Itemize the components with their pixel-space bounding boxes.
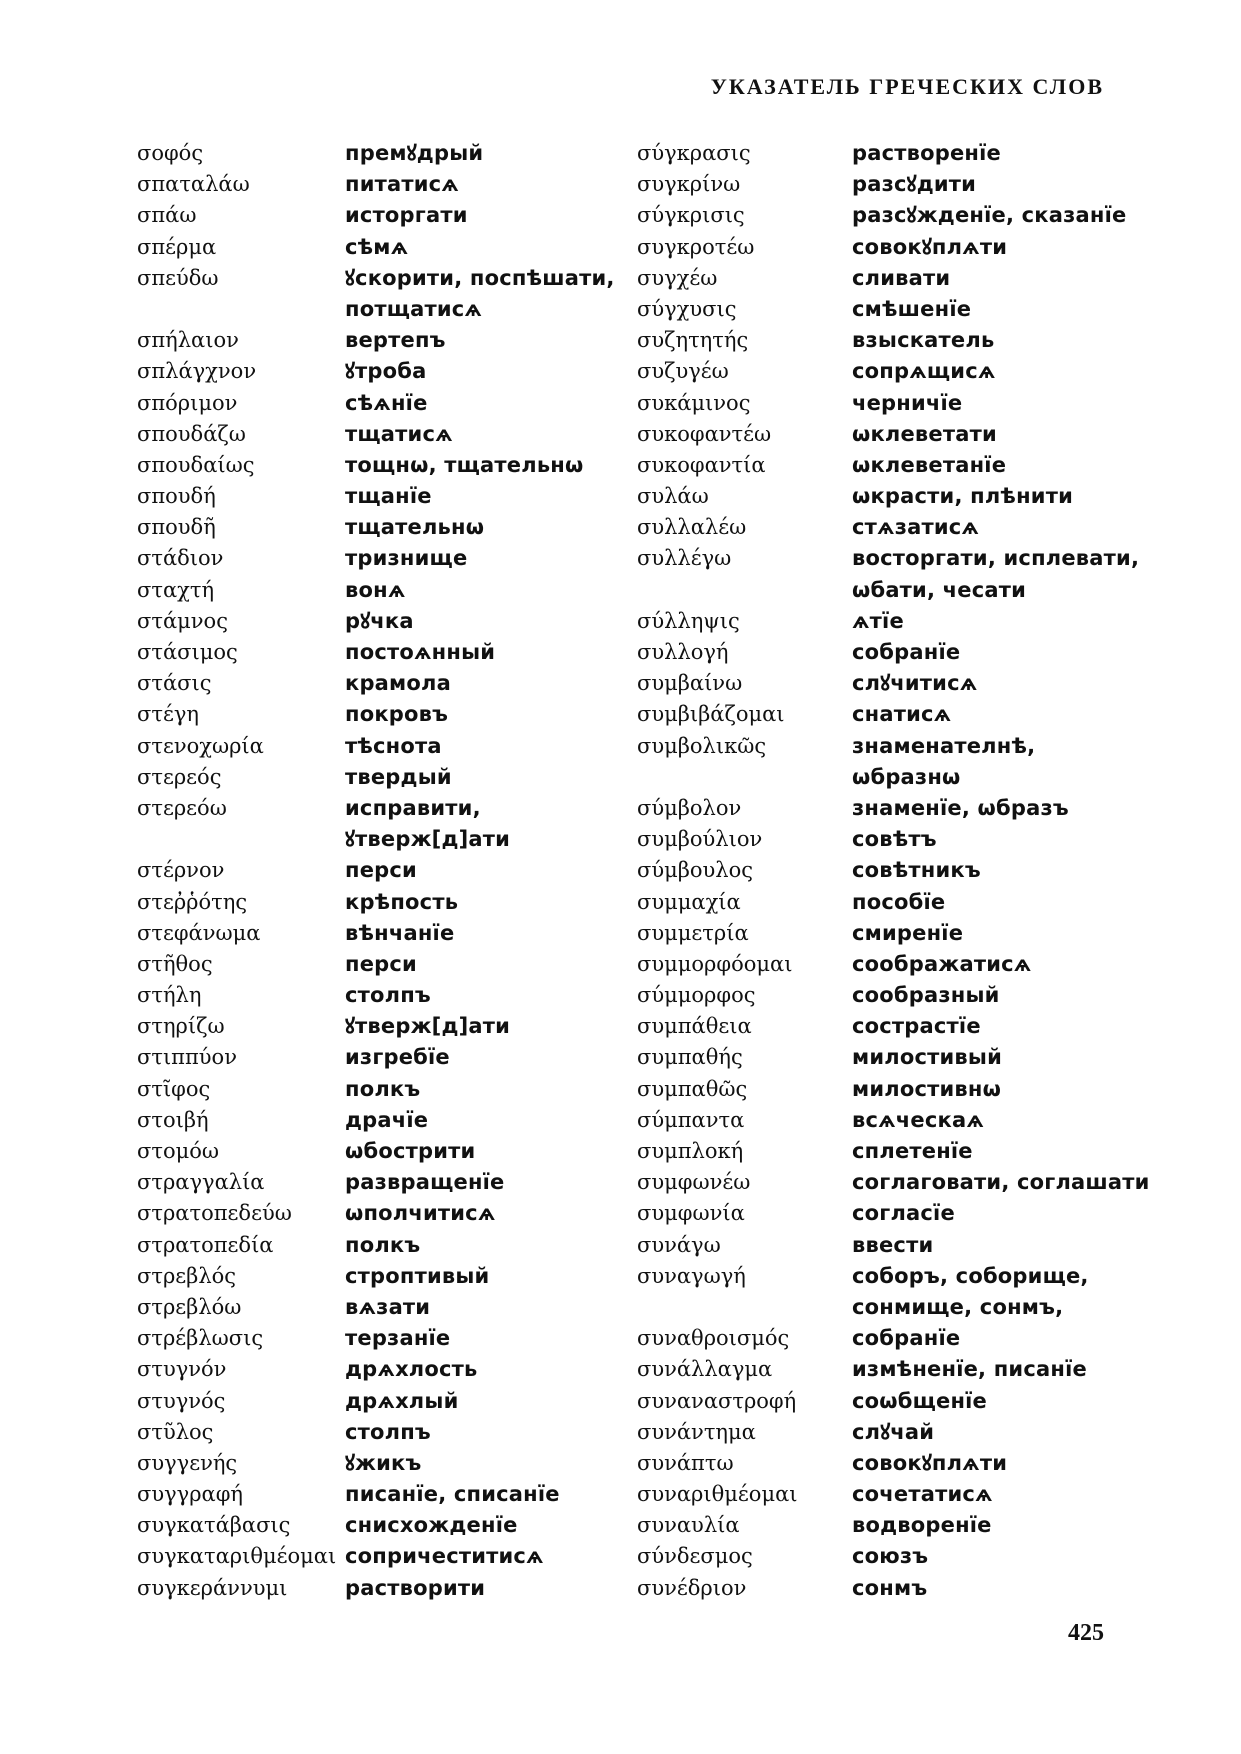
- greek-headword: συλλογή: [637, 640, 729, 664]
- greek-headword: στῦλος: [137, 1419, 214, 1444]
- slavonic-equivalent: терзанїе: [345, 1326, 451, 1351]
- greek-headword: στρατοπεδεύω: [137, 1201, 292, 1226]
- greek-headword: συκάμινος: [637, 390, 751, 415]
- greek-headword: σοφός: [137, 141, 204, 165]
- slavonic-equivalent: строптивый: [345, 1263, 490, 1288]
- greek-headword: συμβαίνω: [637, 671, 743, 696]
- greek-headword: στήλη: [137, 983, 202, 1008]
- slavonic-equivalent: разсꙋдити: [852, 172, 977, 197]
- slavonic-equivalent: полкъ: [345, 1232, 421, 1257]
- greek-headword: στοιβή: [137, 1107, 209, 1132]
- slavonic-equivalent: ѡбати, чесати: [852, 577, 1027, 602]
- greek-headword: συμπάθεια: [637, 1014, 752, 1039]
- greek-headword: [637, 1292, 837, 1323]
- slavonic-equivalent: водворенїе: [852, 1513, 992, 1538]
- slavonic-equivalent: крѣпость: [345, 889, 459, 914]
- slavonic-equivalent: ꙋскорити, поспѣшати,: [345, 265, 615, 290]
- greek-headword: συμβούλιον: [637, 827, 763, 852]
- slavonic-equivalent: исправити,: [345, 795, 481, 820]
- slavonic-equivalent: перси: [345, 858, 417, 883]
- greek-headword: σπουδάζω: [137, 421, 246, 446]
- slavonic-equivalent: смѣшенїе: [852, 296, 972, 321]
- slavonic-equivalent: ꙋтверж[д]ати: [345, 827, 511, 852]
- slavonic-equivalent: пособїе: [852, 889, 946, 914]
- greek-headword: στέγη: [137, 702, 199, 727]
- greek-headword: συγκροτέω: [637, 234, 755, 259]
- greek-headword: συνέδριον: [637, 1575, 747, 1600]
- slavonic-equivalent: ѧтїе: [852, 608, 904, 633]
- greek-headword: στιππύον: [137, 1045, 237, 1070]
- greek-headword: στρεβλός: [137, 1263, 237, 1288]
- running-header: УКАЗАТЕЛЬ ГРЕЧЕСКИХ СЛОВ: [710, 74, 1104, 99]
- greek-headword: σύλληψις: [637, 608, 740, 633]
- right-greek-column: [637, 138, 837, 1604]
- greek-headword: [637, 575, 837, 606]
- greek-headword: σύμπαντα: [637, 1107, 745, 1132]
- greek-headword: συμμορφόομαι: [637, 951, 793, 976]
- greek-headword: [137, 294, 337, 325]
- greek-headword: στραγγαλία: [137, 1170, 265, 1195]
- greek-headword: στομόω: [137, 1139, 220, 1163]
- slavonic-equivalent: стѧзатисѧ: [852, 515, 980, 540]
- greek-headword: στρεβλόω: [137, 1294, 242, 1319]
- greek-headword: στενοχωρία: [137, 733, 264, 758]
- slavonic-equivalent: ѡбострити: [345, 1139, 476, 1163]
- greek-headword: συγγενής: [137, 1450, 238, 1475]
- greek-headword: στυγνός: [137, 1388, 226, 1413]
- slavonic-equivalent: знаменателнѣ,: [852, 733, 1036, 758]
- greek-headword: σπόριμον: [137, 390, 238, 415]
- slavonic-equivalent: согласїе: [852, 1201, 955, 1226]
- greek-headword: στηρίζω: [137, 1014, 225, 1039]
- greek-headword: στεφάνωμα: [137, 920, 261, 945]
- greek-headword: στρέβλωσις: [137, 1326, 264, 1351]
- greek-headword: σύμβολον: [637, 795, 742, 820]
- greek-headword: συνάλλαγμα: [637, 1357, 773, 1382]
- greek-headword: σπουδῆ: [137, 515, 216, 540]
- slavonic-equivalent: растворенїе: [852, 141, 1001, 165]
- slavonic-equivalent: черничїе: [852, 390, 963, 415]
- greek-headword: σύμμορφος: [637, 983, 756, 1008]
- slavonic-equivalent: тщатисѧ: [345, 421, 453, 446]
- greek-headword: συναριθμέομαι: [637, 1482, 798, 1507]
- greek-headword: συμπλοκή: [637, 1139, 744, 1163]
- greek-headword: στρατοπεδία: [137, 1232, 274, 1257]
- slavonic-equivalent: ѡкрасти, плѣнити: [852, 484, 1073, 509]
- slavonic-equivalent: снатисѧ: [852, 702, 952, 727]
- greek-headword: συγχέω: [637, 265, 718, 290]
- greek-headword: συνάπτω: [637, 1450, 734, 1475]
- slavonic-equivalent: всѧческаѧ: [852, 1107, 985, 1132]
- slavonic-equivalent: вертепъ: [345, 328, 446, 353]
- slavonic-equivalent: союзъ: [852, 1544, 929, 1569]
- slavonic-equivalent: сѣѧнїе: [345, 390, 428, 415]
- slavonic-equivalent: тѣснота: [345, 733, 442, 758]
- left-slavonic-column: [345, 138, 615, 1604]
- greek-headword: στῖφος: [137, 1076, 211, 1101]
- greek-headword: συμπαθής: [637, 1045, 743, 1070]
- slavonic-equivalent: дрѧхлость: [345, 1357, 478, 1382]
- slavonic-equivalent: перси: [345, 951, 417, 976]
- greek-headword: συκοφαντέω: [637, 421, 772, 446]
- greek-headword: συναθροισμός: [637, 1326, 790, 1351]
- slavonic-equivalent: ꙋтверж[д]ати: [345, 1014, 511, 1039]
- slavonic-equivalent: взыскатель: [852, 328, 995, 353]
- slavonic-equivalent: снисхожденїе: [345, 1513, 518, 1538]
- greek-headword: συλλέγω: [637, 546, 732, 571]
- greek-headword: σπάω: [137, 203, 197, 228]
- slavonic-equivalent: знаменїе, ѡбразъ: [852, 795, 1069, 820]
- slavonic-equivalent: совокꙋплѧти: [852, 1450, 1008, 1475]
- slavonic-equivalent: тризнище: [345, 546, 468, 571]
- left-greek-column: [137, 138, 337, 1604]
- greek-headword: στάσις: [137, 671, 212, 696]
- greek-headword: συλάω: [637, 484, 709, 509]
- greek-headword: συμμαχία: [637, 889, 741, 914]
- slavonic-equivalent: совѣтъ: [852, 827, 937, 852]
- right-slavonic-column: [852, 138, 1150, 1604]
- greek-headword: στερεός: [137, 764, 222, 789]
- slavonic-equivalent: сопричеститисѧ: [345, 1544, 544, 1569]
- greek-headword: συγκρίνω: [637, 172, 741, 197]
- slavonic-equivalent: собранїе: [852, 640, 961, 664]
- greek-headword: συναναστροφή: [637, 1388, 797, 1413]
- slavonic-equivalent: смиренїе: [852, 920, 964, 945]
- slavonic-equivalent: растворити: [345, 1575, 486, 1600]
- greek-headword: στάμνος: [137, 608, 228, 633]
- slavonic-equivalent: сочетатисѧ: [852, 1482, 993, 1507]
- greek-headword: συγγραφή: [137, 1482, 244, 1507]
- greek-headword: σύγκρασις: [637, 141, 751, 165]
- greek-headword: συμβιβάζομαι: [637, 702, 785, 727]
- greek-headword: συμφωνέω: [637, 1170, 751, 1195]
- greek-headword: σύμβουλος: [637, 858, 754, 883]
- slavonic-equivalent: тщательнѡ: [345, 515, 485, 540]
- greek-headword: σπαταλάω: [137, 172, 250, 197]
- slavonic-equivalent: потщатисѧ: [345, 296, 483, 321]
- slavonic-equivalent: твердый: [345, 764, 452, 789]
- greek-headword: συναυλία: [637, 1513, 740, 1538]
- greek-headword: στάδιον: [137, 546, 224, 571]
- greek-headword: σπήλαιον: [137, 328, 239, 353]
- slavonic-equivalent: покровъ: [345, 702, 449, 727]
- greek-headword: συζυγέω: [637, 359, 729, 384]
- greek-headword: συγκατάβασις: [137, 1513, 291, 1538]
- slavonic-equivalent: питатисѧ: [345, 172, 459, 197]
- greek-headword: σπουδαίως: [137, 452, 255, 477]
- slavonic-equivalent: совокꙋплѧти: [852, 234, 1008, 259]
- slavonic-equivalent: ѡполчитисѧ: [345, 1201, 496, 1226]
- slavonic-equivalent: соѡбщенїе: [852, 1388, 987, 1413]
- greek-headword: σταχτή: [137, 577, 215, 602]
- greek-headword: στάσιμος: [137, 640, 238, 664]
- slavonic-equivalent: писанїе, списанїе: [345, 1482, 560, 1507]
- slavonic-equivalent: соглаговати, соглашати: [852, 1170, 1150, 1195]
- slavonic-equivalent: тщанїе: [345, 484, 432, 509]
- slavonic-equivalent: ꙋтроба: [345, 359, 427, 384]
- slavonic-equivalent: ꙋжикъ: [345, 1450, 422, 1475]
- greek-headword: σπουδή: [137, 484, 216, 509]
- slavonic-equivalent: сострастїе: [852, 1014, 981, 1039]
- slavonic-equivalent: вѧзати: [345, 1294, 431, 1319]
- greek-headword: συμπαθῶς: [637, 1076, 748, 1101]
- greek-headword: [137, 824, 337, 855]
- slavonic-equivalent: сонмище, сонмъ,: [852, 1294, 1064, 1319]
- slavonic-equivalent: слꙋчитисѧ: [852, 671, 978, 696]
- greek-headword: σπέρμα: [137, 234, 217, 259]
- greek-headword: συλλαλέω: [637, 515, 747, 540]
- slavonic-equivalent: ѡклеветанїе: [852, 452, 1007, 477]
- greek-headword: συγκεράννυμι: [137, 1575, 288, 1600]
- slavonic-equivalent: милостивый: [852, 1045, 1003, 1070]
- greek-headword: συνάγω: [637, 1232, 721, 1257]
- slavonic-equivalent: тощнѡ, тщательнѡ: [345, 452, 584, 477]
- slavonic-equivalent: исторгати: [345, 203, 468, 228]
- greek-headword: συμβολικῶς: [637, 733, 767, 758]
- slavonic-equivalent: ѡбразнѡ: [852, 764, 961, 789]
- slavonic-equivalent: столпъ: [345, 1419, 431, 1444]
- page-number: 425: [1068, 1620, 1104, 1646]
- slavonic-equivalent: измѣненїе, писанїе: [852, 1357, 1087, 1382]
- slavonic-equivalent: соборъ, соборище,: [852, 1263, 1089, 1288]
- greek-headword: συνάντημα: [637, 1419, 756, 1444]
- greek-headword: σπεύδω: [137, 265, 219, 290]
- slavonic-equivalent: драчїе: [345, 1107, 429, 1132]
- greek-headword: συζητητής: [637, 328, 749, 353]
- slavonic-equivalent: полкъ: [345, 1076, 421, 1101]
- slavonic-equivalent: милостивнѡ: [852, 1076, 1002, 1101]
- greek-headword: στερεόω: [137, 795, 227, 820]
- greek-headword: σύγκρισις: [637, 203, 745, 228]
- slavonic-equivalent: премꙋдрый: [345, 141, 484, 165]
- slavonic-equivalent: соображатисѧ: [852, 951, 1032, 976]
- slavonic-equivalent: сѣмѧ: [345, 234, 409, 259]
- slavonic-equivalent: восторгати, исплевати,: [852, 546, 1140, 571]
- greek-headword: στεῤῥότης: [137, 889, 248, 914]
- slavonic-equivalent: постоѧнный: [345, 640, 496, 664]
- slavonic-equivalent: сопрѧщисѧ: [852, 359, 996, 384]
- greek-headword: στῆθος: [137, 951, 213, 976]
- slavonic-equivalent: вонѧ: [345, 577, 406, 602]
- slavonic-equivalent: сплетенїе: [852, 1139, 973, 1163]
- slavonic-equivalent: развращенїе: [345, 1170, 505, 1195]
- greek-headword: στέρνον: [137, 858, 225, 883]
- greek-headword: συγκαταριθμέομαι: [137, 1544, 337, 1569]
- slavonic-equivalent: совѣтникъ: [852, 858, 981, 883]
- slavonic-equivalent: ѡклеветати: [852, 421, 997, 446]
- slavonic-equivalent: рꙋчка: [345, 608, 414, 633]
- slavonic-equivalent: ввести: [852, 1232, 934, 1257]
- slavonic-equivalent: сообразный: [852, 983, 1000, 1008]
- slavonic-equivalent: крамола: [345, 671, 452, 696]
- slavonic-equivalent: вѣнчанїе: [345, 920, 455, 945]
- slavonic-equivalent: дрѧхлый: [345, 1388, 459, 1413]
- greek-headword: στυγνόν: [137, 1357, 227, 1382]
- greek-headword: συκοφαντία: [637, 452, 766, 477]
- greek-headword: συμμετρία: [637, 920, 749, 945]
- slavonic-equivalent: слꙋчай: [852, 1419, 935, 1444]
- greek-headword: σύνδεσμος: [637, 1544, 753, 1569]
- greek-headword: συναγωγή: [637, 1263, 746, 1288]
- slavonic-equivalent: разсꙋжденїе, сказанїе: [852, 203, 1127, 228]
- greek-headword: σπλάγχνον: [137, 359, 257, 384]
- greek-headword: σύγχυσις: [637, 296, 737, 321]
- slavonic-equivalent: сонмъ: [852, 1575, 928, 1600]
- slavonic-equivalent: столпъ: [345, 983, 431, 1008]
- slavonic-equivalent: изгребїе: [345, 1045, 450, 1070]
- slavonic-equivalent: собранїе: [852, 1326, 961, 1351]
- slavonic-equivalent: сливати: [852, 265, 951, 290]
- greek-headword: συμφωνία: [637, 1201, 745, 1226]
- greek-headword: [637, 762, 837, 793]
